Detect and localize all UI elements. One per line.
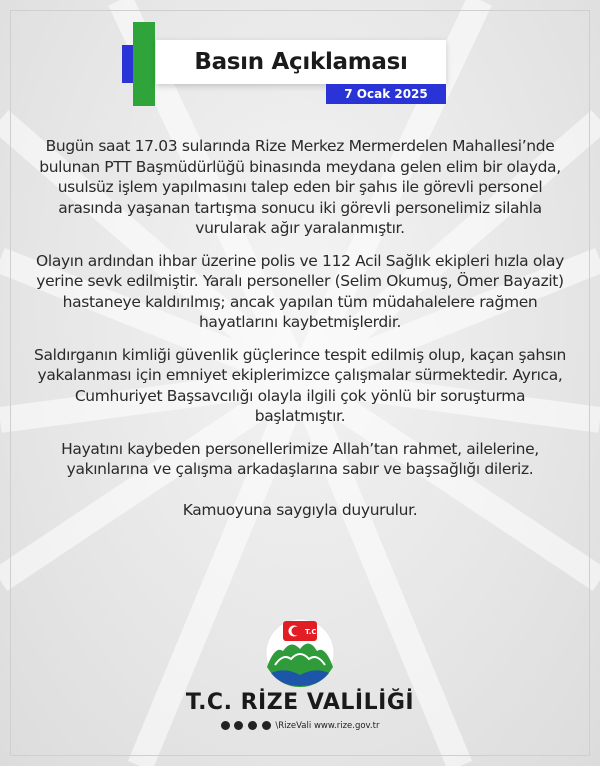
header-green-accent (133, 22, 155, 106)
paragraph: Hayatını kaybeden personellerimize Allah’tan rahmet, ailelerine, yakınlarına ve çalışma arkadaşlarına sabır ve başsağlığı dileriz. (61, 439, 539, 478)
page-title: Basın Açıklaması (194, 49, 408, 75)
paragraph: Kamuoyuna saygıyla duyurulur. (182, 500, 418, 519)
paragraph: Saldırganın kimliği güvenlik güçlerince tespit edilmiş olup, kaçan şahsın yakalanması için emniyet ekiplerimizce çalışmalar sürmektedir. Ayrıca, Cumhuriyet Başsavcılığı olayla ilgili çok yönlü bir soruşturma başlatmıştır. (34, 345, 566, 425)
social-handle-text: \RizeVali www.rize.gov.tr (275, 721, 380, 731)
rize-governorship-logo (261, 615, 339, 689)
date-text: 7 Ocak 2025 (344, 87, 428, 101)
logo-text: T.C. (305, 628, 320, 636)
organization-name: T.C. RİZE VALİLİĞİ (185, 690, 415, 715)
facebook-icon[interactable] (262, 721, 271, 730)
youtube-icon[interactable] (221, 721, 230, 730)
instagram-icon[interactable] (248, 721, 257, 730)
twitter-icon[interactable] (234, 721, 243, 730)
statement-body (28, 136, 572, 532)
paragraph: Olayın ardından ihbar üzerine polis ve 112 Acil Sağlık ekipleri hızla olay yerine sevk edilmiştir. Yaralı personeller (Selim Okumuş, Ömer Bayazit) hastaneye kaldırılmış; ancak yapılan tüm müdahalelere rağmen hayatlarını kaybetmişlerdir. (36, 251, 564, 331)
paragraph: Bugün saat 17.03 sularında Rize Merkez Mermerdelen Mahallesi’nde bulunan PTT Başmüdürlüğü binasında meydana gelen elim bir olayda, usulsüz işlem yapılmasını talep eden bir şahıs ile görevli personel arasında yaşanan tartışma sonucu iki görevli personelimiz silahla vurularak ağır yaralanmıştır. (39, 137, 561, 237)
social-links (0, 721, 600, 731)
